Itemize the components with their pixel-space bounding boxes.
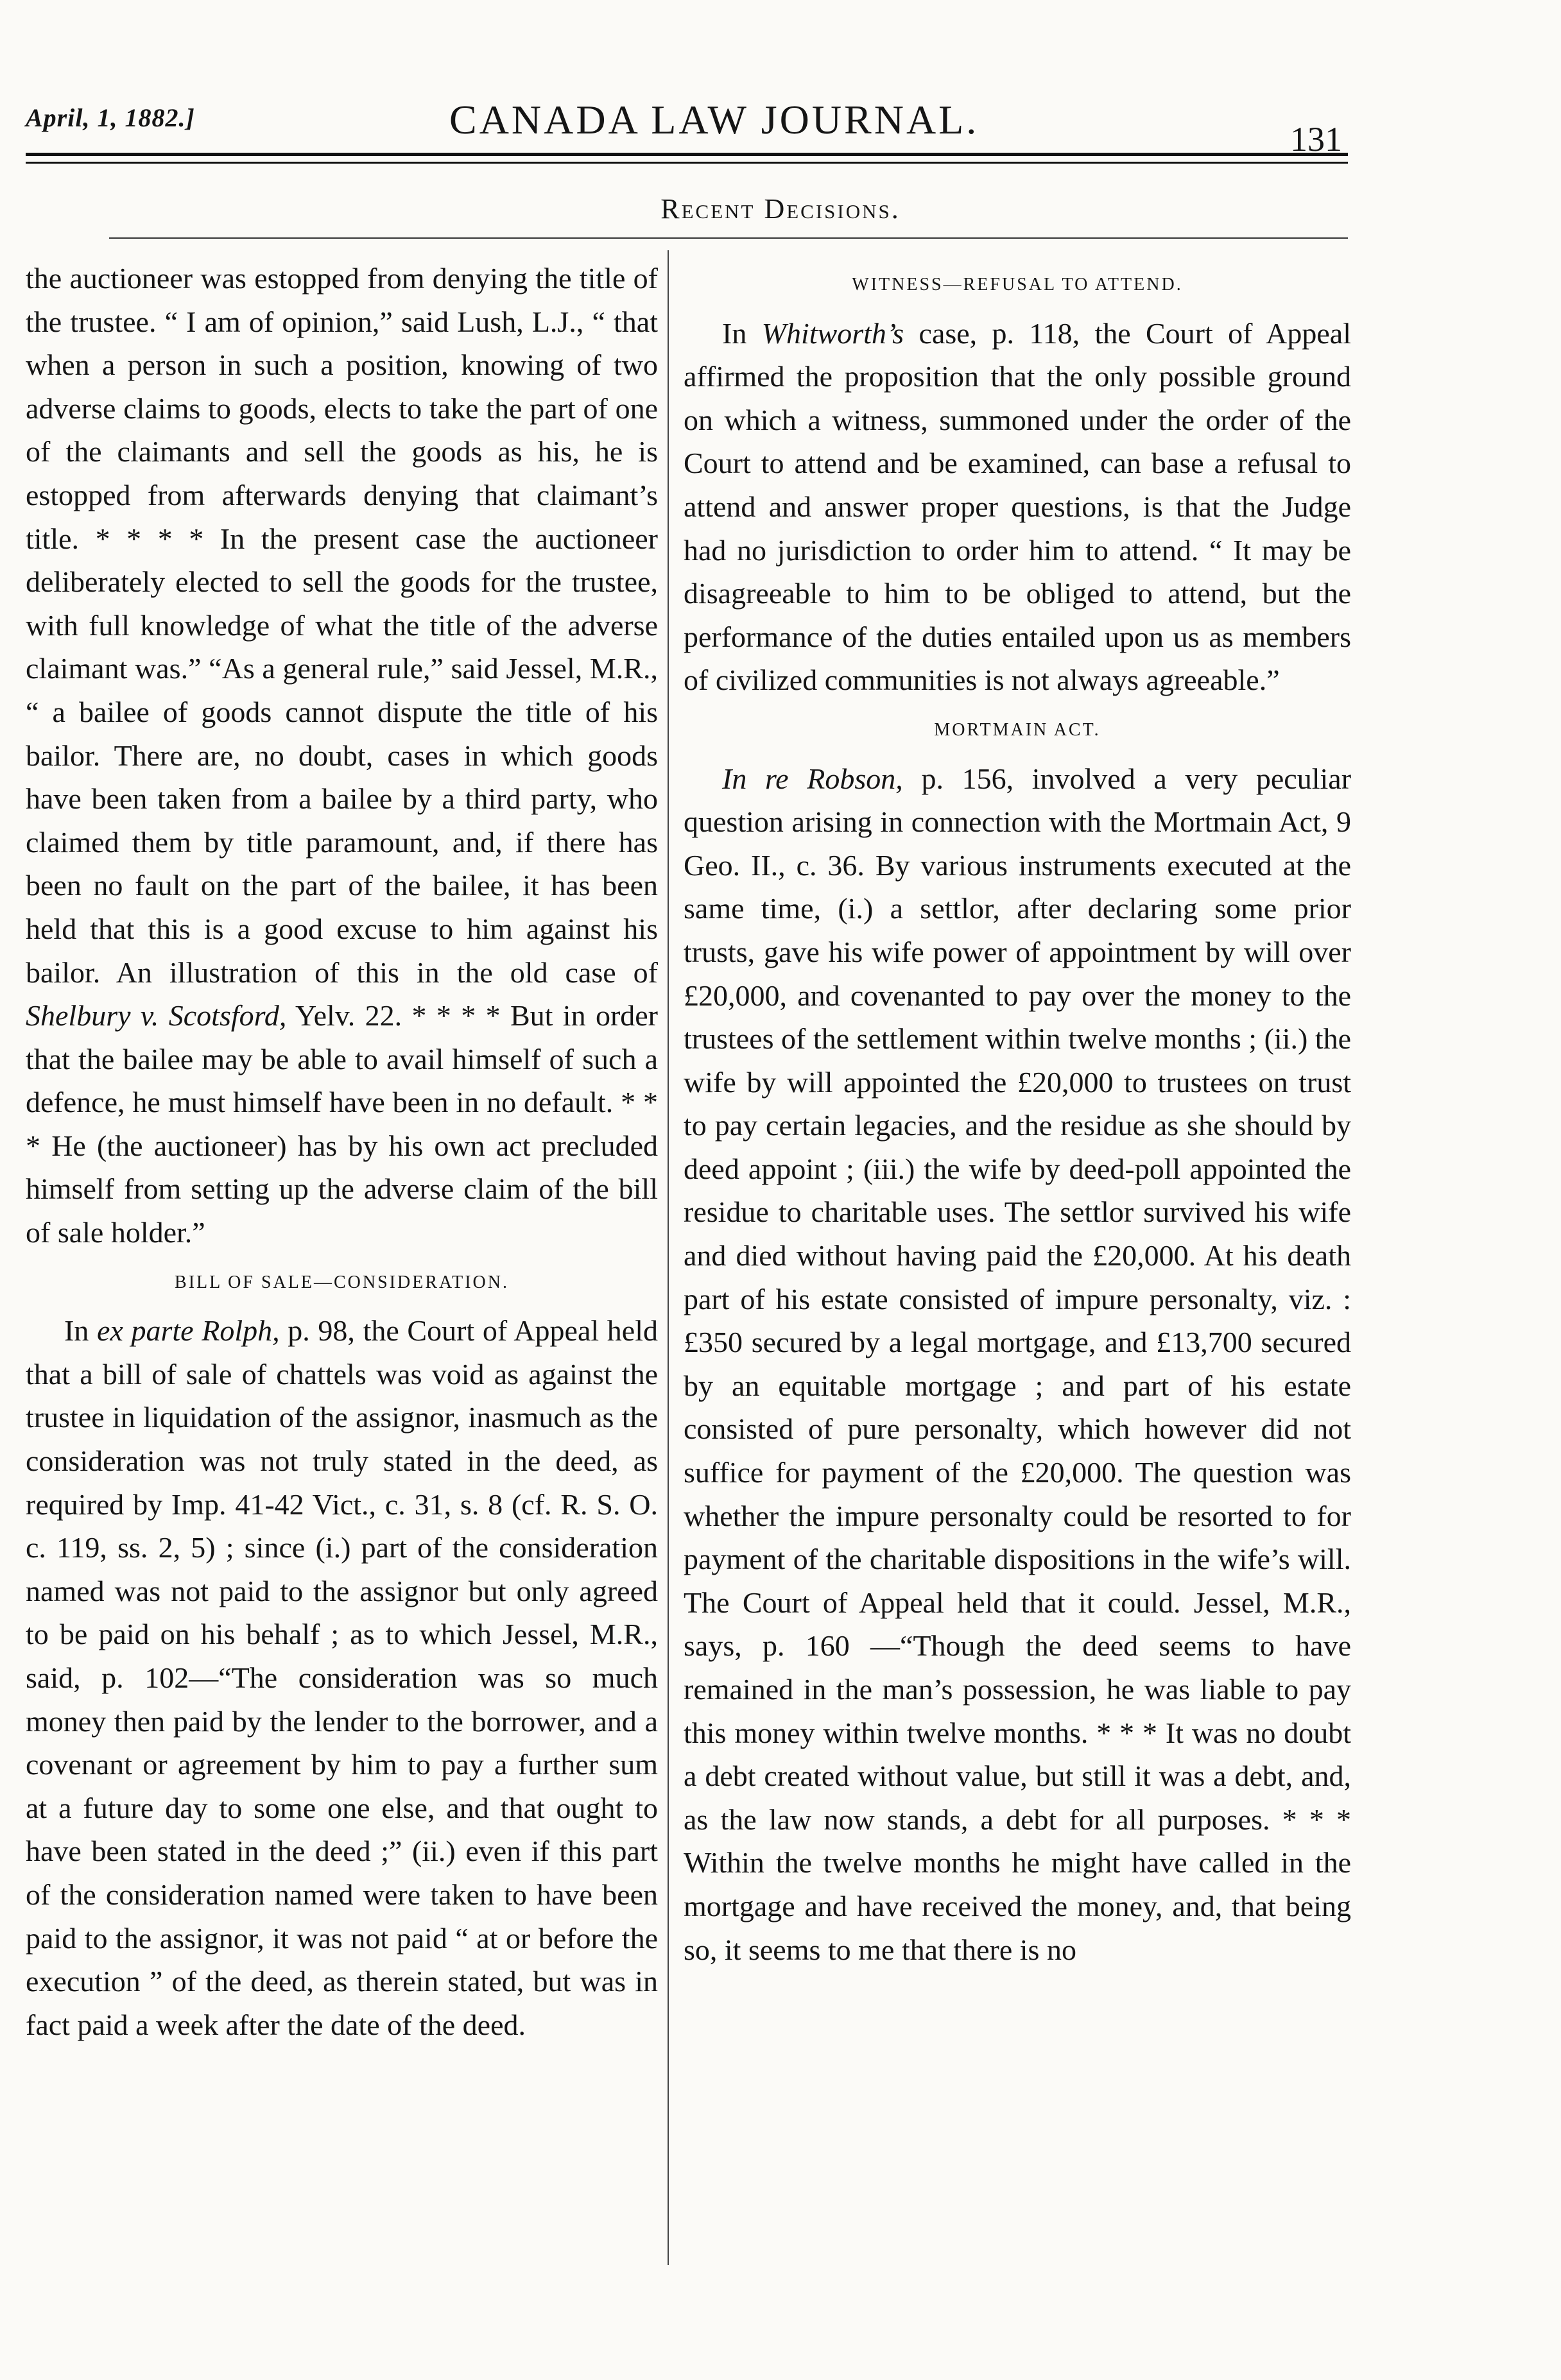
section-rule (109, 237, 1348, 239)
header-date: April, 1, 1882.] (26, 103, 195, 132)
running-head (0, 96, 1561, 167)
subheading-bill-of-sale: BILL OF SALE—CONSIDERATION. (175, 1272, 509, 1292)
case-name: In re Robson, (722, 762, 903, 795)
subheading-mortmain: MORTMAIN ACT. (934, 719, 1101, 740)
column-divider (668, 250, 669, 2265)
subheading-witness: WITNESS—REFUSAL TO ATTEND. (852, 275, 1183, 295)
case-name: Whitworth’s (761, 316, 904, 350)
section-title: Recent Decisions. (660, 193, 901, 225)
journal-title: CANADA LAW JOURNAL. (449, 97, 979, 142)
case-name: ex parte Rolph, (96, 1314, 280, 1348)
case-name: Shelbury v. Scotsford, (26, 999, 287, 1032)
right-paragraph-2: In re Robson, p. 156, involved a very peculiar question arising in connection with the Mortmain Act, 9 Geo. II., c. 36. By various instruments executed at the same time, (i.) a settlor, after declaring some prior trusts, gave his wife power of appointment by will over £20,000, and covenanted to pay over the money to the trustees of the settlement within twelve months ; (ii.) the wife by will appointed the £20,000 to trustees on trust to pay certain legacies, and the residue as she should by deed appoint ; (iii.) the wife by deed-poll appointed the residue to charitable uses. The settlor survived his wife and died without having paid the £20,000. At his death part of his estate consisted of impure personalty, viz. : £350 secured by a legal mortgage, and £13,700 secured by an equitable mortgage ; and part of his estate consisted of pure personalty, which however did not suffice for payment of the £20,000. The question was whether the impure personalty could be resorted to for payment of the charitable dispositions in the wife’s will. The Court of Appeal held that it could. Jessel, M.R., says, p. 160 —“Though the deed seems to have remained in the man’s possession, he was liable to pay this money within twelve months. * * * It was no doubt a debt created without value, but still it was a debt, and, as the law now stands, a debt for all purposes. * * * Within the twelve months he might have called in the mortgage and have received the money, and, that being so, it seems to me that there is no (684, 762, 1352, 1966)
left-paragraph-1: the auctioneer was estopped from denying the title of the trustee. “ I am of opinion,” said Lush, L.J., “ that when a person in such a position, knowing of two adverse claims to goods, elects to take the part of one of the claimants and sell the goods as his, he is estopped from afterwards denying that claimant’s title. * * * * In the present case the auctioneer deliberately elected to sell the goods for the trustee, with full knowledge of what the title of the adverse claimant was.” “As a general rule,” said Jessel, M.R., “ a bailee of goods cannot dispute the title of his bailor. There are, no doubt, cases in which goods have been taken from a bailee by a third party, who claimed them by title paramount, and, if there has been no fault on the part of the bailee, it has been held that this is a good excuse to him against his bailor. An illustration of this in the old case of Shelbury v. Scotsford, Yelv. 22. * * * * But in order that the bailee may be able to avail himself of such a defence, he must himself have been in no default. * * * He (the auctioneer) has by his own act precluded himself from setting up the adverse claim of the bill of sale holder.” (26, 262, 659, 1249)
right-column (684, 257, 1351, 1971)
right-paragraph-1: In Whitworth’s case, p. 118, the Court of Appeal affirmed the proposition that the only possible ground on which a witness, summoned under the order of the Court to attend and be examined, can base a refusal to attend and answer proper questions, is that the Judge had no jurisdiction to order him to attend. “ It may be disagreeable to him to be obliged to attend, but the performance of the duties entailed upon us as members of civilized communities is not always agreeable.” (684, 316, 1352, 697)
left-paragraph-2: In ex parte Rolph, p. 98, the Court of Appeal held that a bill of sale of chattels was void as against the trustee in liquidation of the assignor, inasmuch as the consideration was not truly stated in the deed, as required by Imp. 41-42 Vict., c. 31, s. 8 (cf. R. S. O. c. 119, ss. 2, 5) ; since (i.) part of the consideration named was not paid to the assignor but only agreed to be paid on his behalf ; as to which Jessel, M.R., said, p. 102—“The consideration was so much money then paid by the lender to the borrower, and a covenant or agreement by him to pay a further sum at a future day to some one else, and that ought to have been stated in the deed ;” (ii.) even if this part of the consideration named were taken to have been paid to the assignor, it was not paid “ at or before the execution ” of the deed, as therein stated, but was in fact paid a week after the date of the deed. (26, 1314, 658, 2041)
page-number: 131 (1290, 120, 1342, 158)
left-column (26, 257, 658, 2046)
header-rule (26, 153, 1348, 156)
header-rule-thin (26, 162, 1348, 164)
